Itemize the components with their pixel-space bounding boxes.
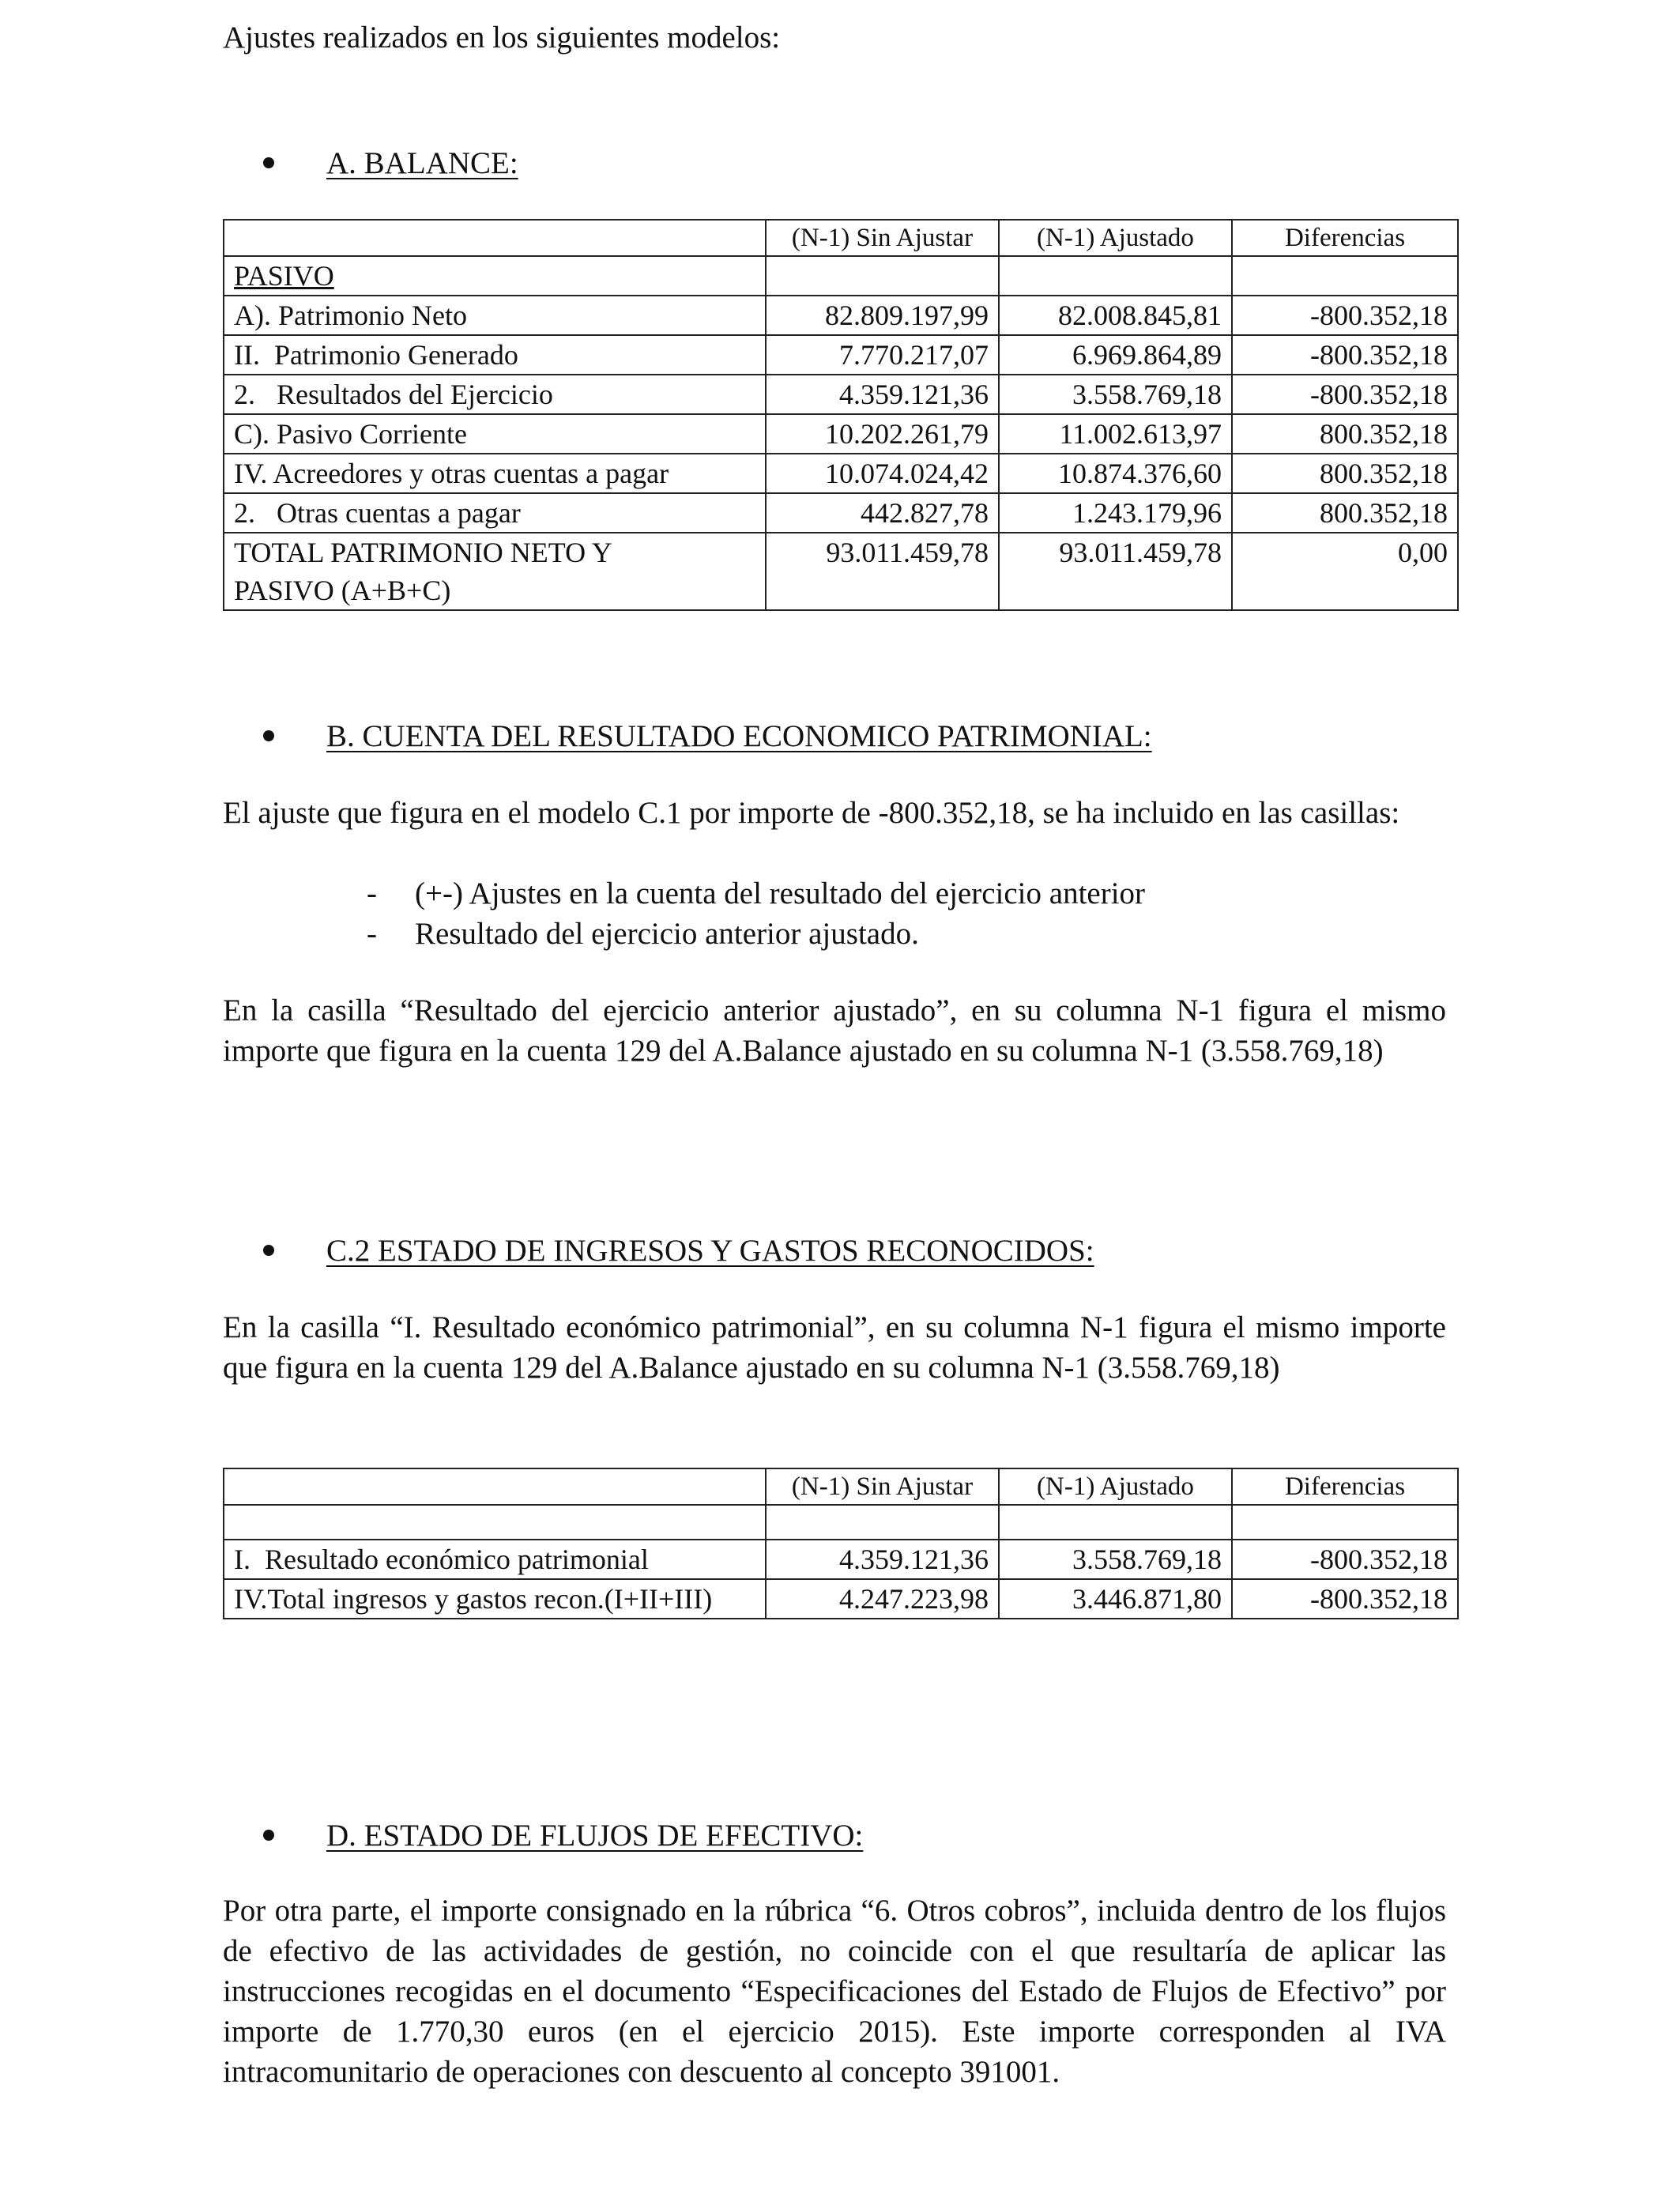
cell-diferencias: -800.352,18 xyxy=(1232,1540,1458,1579)
empty-cell xyxy=(766,1505,999,1540)
cell-diferencias: 800.352,18 xyxy=(1232,493,1458,533)
table-row xyxy=(224,533,1458,610)
table-row xyxy=(224,335,1458,375)
cell-ajustado: 3.558.769,18 xyxy=(999,1540,1232,1579)
section-b-title: B. CUENTA DEL RESULTADO ECONOMICO PATRIMONIAL: xyxy=(326,719,1152,753)
row-label: IV.Total ingresos y gastos recon.(I+II+III) xyxy=(224,1579,766,1619)
intro-text: Ajustes realizados en los siguientes modelos: xyxy=(223,21,781,55)
table-row xyxy=(224,454,1458,493)
cell-ajustado: 11.002.613,97 xyxy=(999,414,1232,454)
section-b-paragraph-1: El ajuste que figura en el modelo C.1 por importe de -800.352,18, se ha incluido en las casillas: xyxy=(223,796,1400,830)
section-d-paragraph-1: Por otra parte, el importe consignado en la rúbrica “6. Otros cobros”, incluida dentro de los flujos de efectivo de las actividades de gestión, no coincide con el que resultaría de aplicar las instrucciones recogidas en el documento “Especificaciones del Estado de Flujos de Efectivo” por importe de 1.770,30 euros (en el ejercicio 2015). Este importe corresponden al IVA intracomunitario de operaciones con descuento al concepto 391001. xyxy=(223,1894,1446,2089)
empty-cell xyxy=(1232,1505,1458,1540)
cell-diferencias: -800.352,18 xyxy=(1232,335,1458,375)
cell-diferencias: -800.352,18 xyxy=(1232,296,1458,335)
row-label: 2. Resultados del Ejercicio xyxy=(224,375,766,414)
table-row xyxy=(224,256,1458,296)
row-label: C). Pasivo Corriente xyxy=(224,414,766,454)
cell-sin-ajustar: 10.202.261,79 xyxy=(766,414,999,454)
section-label-pasivo: PASIVO xyxy=(224,256,766,296)
header-sin-ajustar: (N-1) Sin Ajustar xyxy=(766,220,999,256)
dash-item-text: Resultado del ejercicio anterior ajustado. xyxy=(415,917,919,951)
cell-sin-ajustar: 4.247.223,98 xyxy=(766,1579,999,1619)
row-label: A). Patrimonio Neto xyxy=(224,296,766,335)
table-row xyxy=(224,296,1458,335)
cell-sin-ajustar: 93.011.459,78 xyxy=(766,533,999,610)
cell-diferencias: 800.352,18 xyxy=(1232,414,1458,454)
header-ajustado: (N-1) Ajustado xyxy=(999,220,1232,256)
balance-table xyxy=(223,219,1459,611)
bullet-icon xyxy=(263,1830,274,1841)
row-label: I. Resultado económico patrimonial xyxy=(224,1540,766,1579)
cell-ajustado: 1.243.179,96 xyxy=(999,493,1232,533)
dash-marker: - xyxy=(367,917,377,951)
cell-ajustado: 10.874.376,60 xyxy=(999,454,1232,493)
row-label: TOTAL PATRIMONIO NETO Y PASIVO (A+B+C) xyxy=(224,533,766,610)
header-ajustado: (N-1) Ajustado xyxy=(999,1468,1232,1505)
cell-diferencias: 0,00 xyxy=(1232,533,1458,610)
bullet-icon xyxy=(263,730,274,741)
table-header-row xyxy=(224,1468,1458,1505)
header-sin-ajustar: (N-1) Sin Ajustar xyxy=(766,1468,999,1505)
table-row xyxy=(224,414,1458,454)
cell-sin-ajustar: 82.809.197,99 xyxy=(766,296,999,335)
cell-diferencias: 800.352,18 xyxy=(1232,454,1458,493)
cell-ajustado: 6.969.864,89 xyxy=(999,335,1232,375)
empty-cell xyxy=(999,256,1232,296)
header-diferencias: Diferencias xyxy=(1232,220,1458,256)
section-a-title: A. BALANCE: xyxy=(326,146,518,180)
dash-item-text: (+-) Ajustes en la cuenta del resultado del ejercicio anterior xyxy=(415,876,1146,910)
cell-diferencias: -800.352,18 xyxy=(1232,1579,1458,1619)
table-header-row xyxy=(224,220,1458,256)
section-b-paragraph-2: En la casilla “Resultado del ejercicio anterior ajustado”, en su columna N-1 figura el mismo importe que figura en la cuenta 129 del A.Balance ajustado en su columna N-1 (3.558.769,18) xyxy=(223,993,1446,1068)
table-row xyxy=(224,493,1458,533)
section-d-title: D. ESTADO DE FLUJOS DE EFECTIVO: xyxy=(326,1819,864,1853)
row-label: 2. Otras cuentas a pagar xyxy=(224,493,766,533)
empty-cell xyxy=(999,1505,1232,1540)
bullet-icon xyxy=(263,157,274,168)
header-empty-cell xyxy=(224,1468,766,1505)
empty-cell xyxy=(1232,256,1458,296)
table-row xyxy=(224,375,1458,414)
section-c-title: C.2 ESTADO DE INGRESOS Y GASTOS RECONOCIDOS: xyxy=(326,1234,1094,1268)
empty-cell xyxy=(224,1505,766,1540)
bullet-icon xyxy=(263,1245,274,1256)
cell-sin-ajustar: 10.074.024,42 xyxy=(766,454,999,493)
header-diferencias: Diferencias xyxy=(1232,1468,1458,1505)
cell-ajustado: 82.008.845,81 xyxy=(999,296,1232,335)
row-label: II. Patrimonio Generado xyxy=(224,335,766,375)
cell-diferencias: -800.352,18 xyxy=(1232,375,1458,414)
cell-sin-ajustar: 7.770.217,07 xyxy=(766,335,999,375)
cell-ajustado: 3.558.769,18 xyxy=(999,375,1232,414)
cell-sin-ajustar: 442.827,78 xyxy=(766,493,999,533)
table-row xyxy=(224,1505,1458,1540)
cell-ajustado: 93.011.459,78 xyxy=(999,533,1232,610)
table-row xyxy=(224,1579,1458,1619)
cell-sin-ajustar: 4.359.121,36 xyxy=(766,1540,999,1579)
table-row xyxy=(224,1540,1458,1579)
row-label: IV. Acreedores y otras cuentas a pagar xyxy=(224,454,766,493)
ingresos-gastos-table xyxy=(223,1468,1459,1619)
empty-cell xyxy=(766,256,999,296)
dash-marker: - xyxy=(367,876,377,910)
cell-ajustado: 3.446.871,80 xyxy=(999,1579,1232,1619)
header-empty-cell xyxy=(224,220,766,256)
cell-sin-ajustar: 4.359.121,36 xyxy=(766,375,999,414)
section-c-paragraph-1: En la casilla “I. Resultado económico patrimonial”, en su columna N-1 figura el mismo importe que figura en la cuenta 129 del A.Balance ajustado en su columna N-1 (3.558.769,18) xyxy=(223,1310,1446,1385)
